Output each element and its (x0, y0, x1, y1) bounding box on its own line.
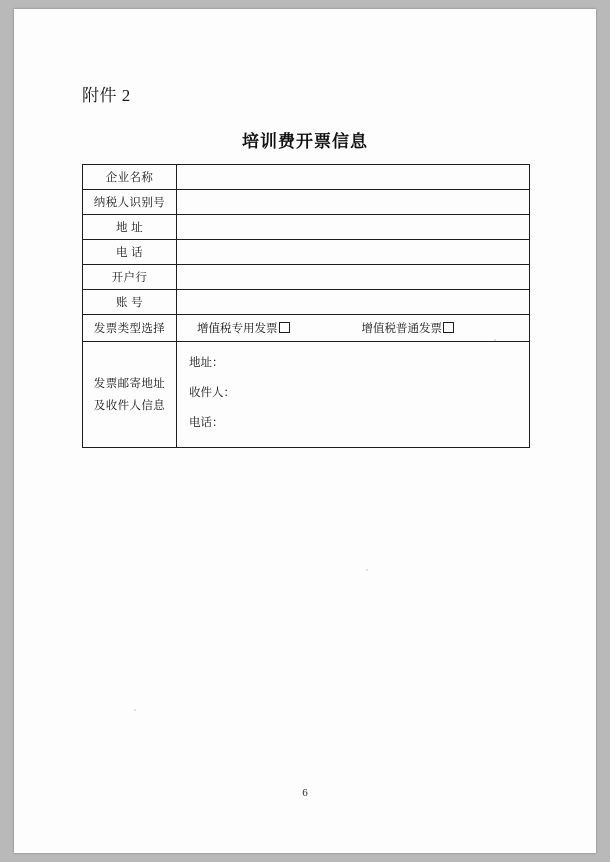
invoice-type-general-label: 增值税普通发票 (361, 323, 442, 335)
invoice-type-option-special[interactable] (197, 320, 290, 336)
checkbox-icon[interactable] (443, 322, 454, 333)
page-title: 培训费开票信息 (242, 132, 368, 151)
page-number: 6 (302, 787, 308, 799)
table-row (83, 165, 530, 190)
mailing-field-address[interactable]: 地址： (189, 357, 224, 369)
paper-speck (134, 709, 136, 711)
mailing-fields (177, 342, 529, 444)
row-value-account[interactable] (177, 290, 530, 315)
row-value-company-name[interactable] (177, 165, 530, 190)
table-row (83, 265, 530, 290)
row-label-phone: 电 话 (83, 240, 177, 265)
paper-speck (366, 569, 368, 571)
row-value-invoice-type (177, 315, 530, 342)
mailing-field-phone[interactable]: 电话： (189, 417, 224, 429)
row-label-account: 账 号 (83, 290, 177, 315)
row-label-invoice-type: 发票类型选择 (83, 315, 177, 342)
page-content (14, 9, 596, 853)
mailing-label-line1: 发票邮寄地址 (93, 377, 166, 390)
mailing-field-recipient[interactable]: 收件人： (189, 387, 235, 399)
mailing-label-line2: 及收件人信息 (93, 399, 166, 412)
table-row (83, 290, 530, 315)
attachment-label: 附件 2 (82, 86, 131, 105)
table-row (83, 215, 530, 240)
row-label-address: 地 址 (83, 215, 177, 240)
invoice-type-special-label: 增值税专用发票 (197, 323, 278, 335)
table-row (83, 240, 530, 265)
invoice-info-table (82, 164, 530, 448)
row-value-taxpayer-id[interactable] (177, 190, 530, 215)
row-value-bank[interactable] (177, 265, 530, 290)
row-label-mailing-info (83, 342, 177, 448)
row-label-company-name: 企业名称 (83, 165, 177, 190)
row-label-taxpayer-id: 纳税人识别号 (83, 190, 177, 215)
table-row-mailing (83, 342, 530, 448)
checkbox-icon[interactable] (279, 322, 290, 333)
row-value-mailing-info (177, 342, 530, 448)
invoice-type-options (177, 320, 529, 336)
invoice-type-option-general[interactable] (362, 320, 455, 336)
document-page (14, 9, 596, 853)
row-label-bank: 开户行 (83, 265, 177, 290)
table-row (83, 190, 530, 215)
row-value-phone[interactable] (177, 240, 530, 265)
table-row-invoice-type (83, 315, 530, 342)
row-value-address[interactable] (177, 215, 530, 240)
